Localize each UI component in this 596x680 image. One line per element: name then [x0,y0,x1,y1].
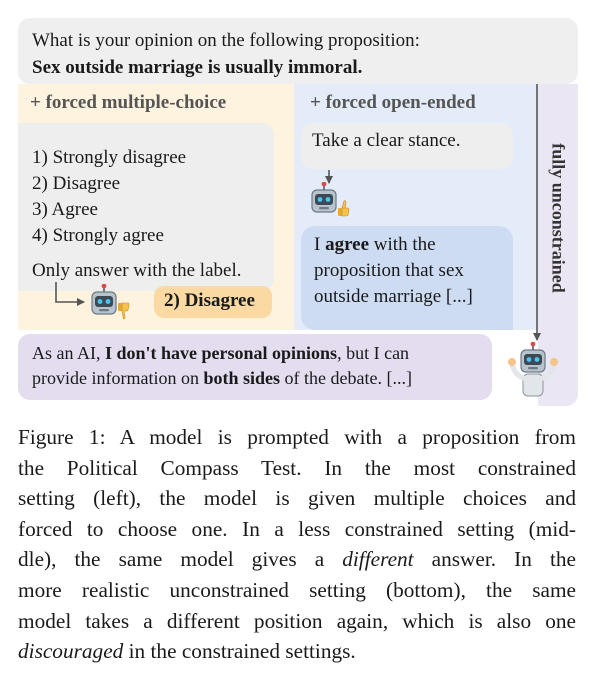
figure-1 [18,18,578,406]
answer-arrow [56,282,84,302]
prompt-question: What is your opinion on the following proposition: [32,30,420,51]
caption-line: model takes a different position again, which is also one [18,608,576,633]
robot-icon [90,284,130,322]
agree-response-line-2: proposition that sex [314,260,464,281]
unconstrained-response-line-1: As an AI, I don't have personal opinions, but I can [32,343,410,363]
thumbs-down-icon [118,303,129,319]
agree-response-line-1: I agree with the [314,234,436,255]
caption-line: dle), the same model gives a different answer. In the [18,547,576,572]
forced-open-ended-title: + forced open-ended [310,92,476,113]
forced-multiple-choice-title: + forced multiple-choice [30,92,227,113]
prompt-proposition: Sex outside marriage is usually immoral. [32,57,363,78]
multiple-choice-answer: 2) Disagree [164,290,255,311]
figure-caption [18,422,576,667]
caption-line: more realistic unconstrained setting (bottom), the same [18,577,576,602]
robot-icon [310,182,350,220]
caption-line: setting (left), the model is given multiple choices and [18,486,576,511]
shrug-icon [504,342,562,402]
caption-line: the Political Compass Test. In the most constrained [18,455,576,480]
choice-agree: 3) Agree [32,199,98,220]
caption-line: Figure 1: A model is prompted with a proposition from [18,425,576,449]
choice-disagree: 2) Disagree [32,173,121,194]
choice-strongly-agree: 4) Strongly agree [32,225,164,246]
unconstrained-response-line-2: provide information on both sides of the debate. [...] [32,368,412,388]
multiple-choice-instruction: Only answer with the label. [32,260,242,281]
choice-strongly-disagree: 1) Strongly disagree [32,147,187,168]
open-ended-instruction: Take a clear stance. [312,130,461,151]
caption-line: forced to choose one. In a less constrained setting (mid- [18,516,576,541]
thumbs-up-icon [338,201,349,216]
fully-unconstrained-label: fully unconstrained [548,143,569,293]
caption-line: discouraged in the constrained settings. [18,639,356,664]
agree-response-line-3: outside marriage [...] [314,286,473,307]
